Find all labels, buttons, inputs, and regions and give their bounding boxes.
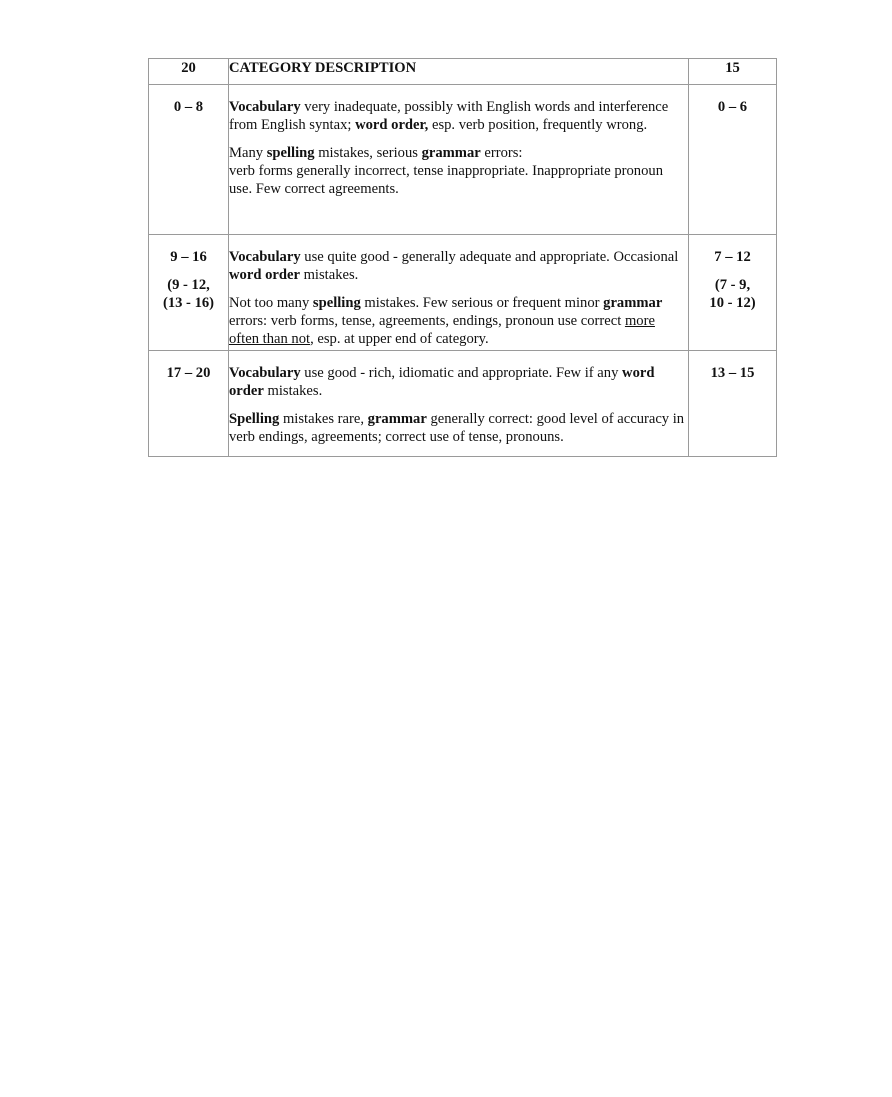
text: mistakes rare, [279, 411, 368, 427]
table-row [149, 85, 777, 235]
marking-rubric-table [148, 58, 777, 457]
text: mistakes, serious [314, 145, 422, 161]
score-range: 0 – 6 [717, 99, 748, 115]
score-range: 0 – 8 [173, 99, 204, 115]
table-row [149, 351, 777, 457]
vocabulary-paragraph [229, 364, 688, 400]
term: Vocabulary [229, 249, 301, 265]
term: Spelling [229, 411, 280, 427]
score-subranges [689, 276, 776, 312]
header-max-score-20: 20 [149, 59, 229, 85]
subrange: 10 - 12) [709, 295, 756, 311]
score-range-20-cell [149, 235, 229, 351]
score-range-20-cell [149, 85, 229, 235]
text: Not too many [229, 295, 313, 311]
text: verb forms generally incorrect, tense inappropriate. Inappropriate pronoun use. Few correct agreements. [229, 163, 663, 197]
term: Vocabulary [229, 99, 301, 115]
term: Vocabulary [229, 365, 301, 381]
text: mistakes. Few serious or frequent minor [360, 295, 604, 311]
header-category-description: CATEGORY DESCRIPTION [229, 59, 689, 85]
term: grammar [367, 411, 427, 427]
text: mistakes. [263, 383, 323, 399]
score-range-15-cell [689, 85, 777, 235]
subrange: (7 - 9, [714, 277, 751, 293]
score-range-15-cell [689, 351, 777, 457]
term: word order, [355, 117, 429, 133]
text: , esp. at upper end of category. [310, 331, 489, 347]
term: grammar [421, 145, 481, 161]
spelling-grammar-paragraph [229, 144, 688, 198]
score-range-20-cell [149, 351, 229, 457]
score-range: 9 – 16 [170, 249, 207, 265]
subrange: (9 - 12, [167, 277, 210, 293]
text: generally correct: good level of accuracy in verb endings, agreements; correct use of tense, pronouns. [229, 411, 685, 445]
header-row [149, 59, 777, 85]
spelling-grammar-paragraph [229, 410, 688, 446]
category-description-cell [229, 235, 689, 351]
text: Many [229, 145, 267, 161]
category-description-cell [229, 351, 689, 457]
score-subranges [149, 276, 228, 312]
term: word order [229, 365, 655, 399]
score-range: 17 – 20 [166, 365, 211, 381]
text: errors: verb forms, tense, agreements, endings, pronoun use correct [229, 313, 625, 329]
text: use good - rich, idiomatic and appropriate. Few if any [300, 365, 623, 381]
score-range: 13 – 15 [710, 365, 755, 381]
subrange: (13 - 16) [162, 295, 215, 311]
spelling-grammar-paragraph [229, 294, 688, 348]
term: spelling [266, 145, 315, 161]
header-max-score-15: 15 [689, 59, 777, 85]
vocabulary-paragraph [229, 98, 688, 134]
text: very inadequate, possibly with English words and interference from English syntax; [229, 99, 669, 133]
vocabulary-paragraph [229, 248, 688, 284]
term: word order [229, 267, 300, 283]
score-range: 7 – 12 [714, 249, 751, 265]
text: use quite good - generally adequate and appropriate. Occasional [300, 249, 679, 265]
text: mistakes. [299, 267, 359, 283]
term: spelling [312, 295, 361, 311]
term: grammar [603, 295, 663, 311]
underlined-text: more often than not [229, 313, 655, 347]
text: errors: [480, 145, 523, 161]
score-range-15-cell [689, 235, 777, 351]
text: esp. verb position, frequently wrong. [428, 117, 648, 133]
table-row [149, 235, 777, 351]
category-description-cell [229, 85, 689, 235]
